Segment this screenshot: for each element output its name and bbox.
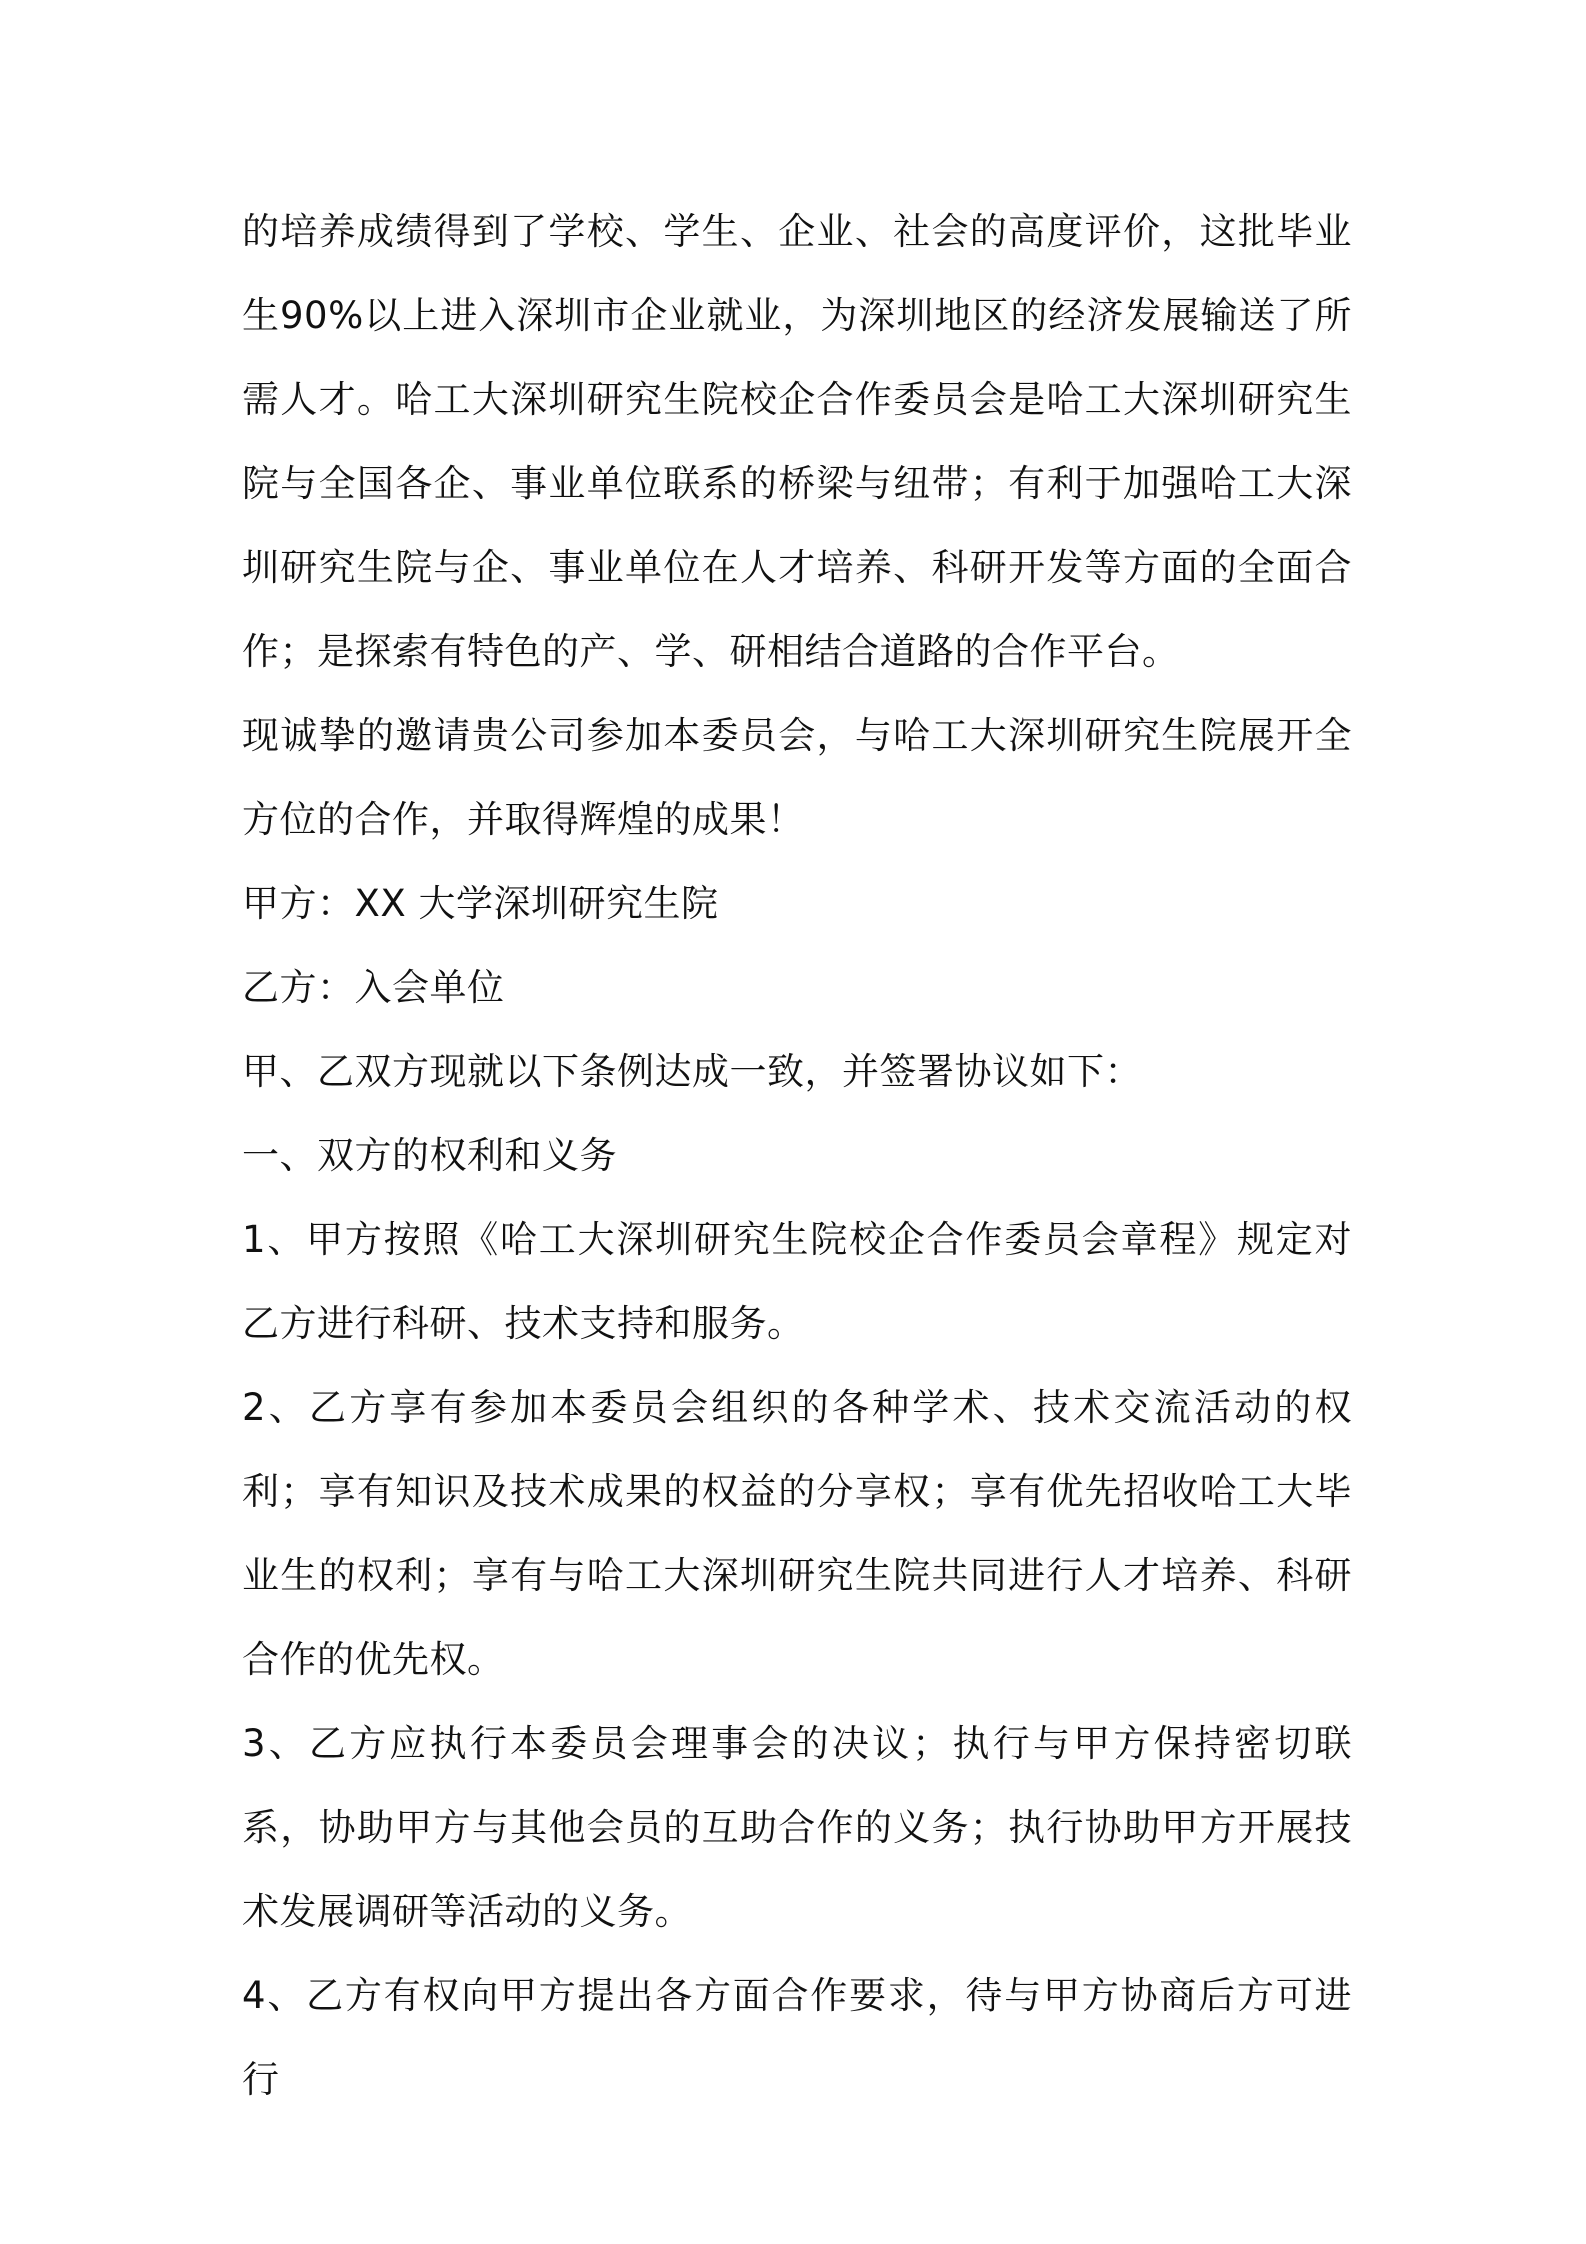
paragraph-party-b: 乙方：入会单位 <box>242 966 505 1009</box>
document-body <box>242 190 1352 2122</box>
paragraph-intro: 的培养成绩得到了学校、学生、企业、社会的高度评价，这批毕业生90%以上进入深圳市企业就业，为深圳地区的经济发展输送了所需人才。哈工大深圳研究生院校企合作委员会是哈工大深圳研究生院与全国各企、事业单位联系的桥梁与纽带；有利于加强哈工大深圳研究生院与企、事业单位在人才培养、科研开发等方面的全面合作；是探索有特色的产、学、研相结合道路的合作平台。 <box>242 210 1352 673</box>
paragraph-agreement-statement: 甲、乙双方现就以下条例达成一致，并签署协议如下： <box>242 1050 1142 1093</box>
clause-3: 3、乙方应执行本委员会理事会的决议；执行与甲方保持密切联系，协助甲方与其他会员的互助合作的义务；执行协助甲方开展技术发展调研等活动的义务。 <box>242 1722 1352 1933</box>
paragraph-invitation: 现诚挚的邀请贵公司参加本委员会，与哈工大深圳研究生院展开全方位的合作，并取得辉煌的成果！ <box>242 714 1352 841</box>
clause-1: 1、甲方按照《哈工大深圳研究生院校企合作委员会章程》规定对乙方进行科研、技术支持和服务。 <box>242 1218 1352 1345</box>
clause-4: 4、乙方有权向甲方提出各方面合作要求，待与甲方协商后方可进行 <box>242 1974 1352 2101</box>
section-heading-rights-obligations: 一、双方的权利和义务 <box>242 1134 617 1177</box>
paragraph-party-a: 甲方：XX 大学深圳研究生院 <box>242 882 719 925</box>
clause-2: 2、乙方享有参加本委员会组织的各种学术、技术交流活动的权利；享有知识及技术成果的权益的分享权；享有优先招收哈工大毕业生的权利；享有与哈工大深圳研究生院共同进行人才培养、科研合作的优先权。 <box>242 1386 1352 1681</box>
